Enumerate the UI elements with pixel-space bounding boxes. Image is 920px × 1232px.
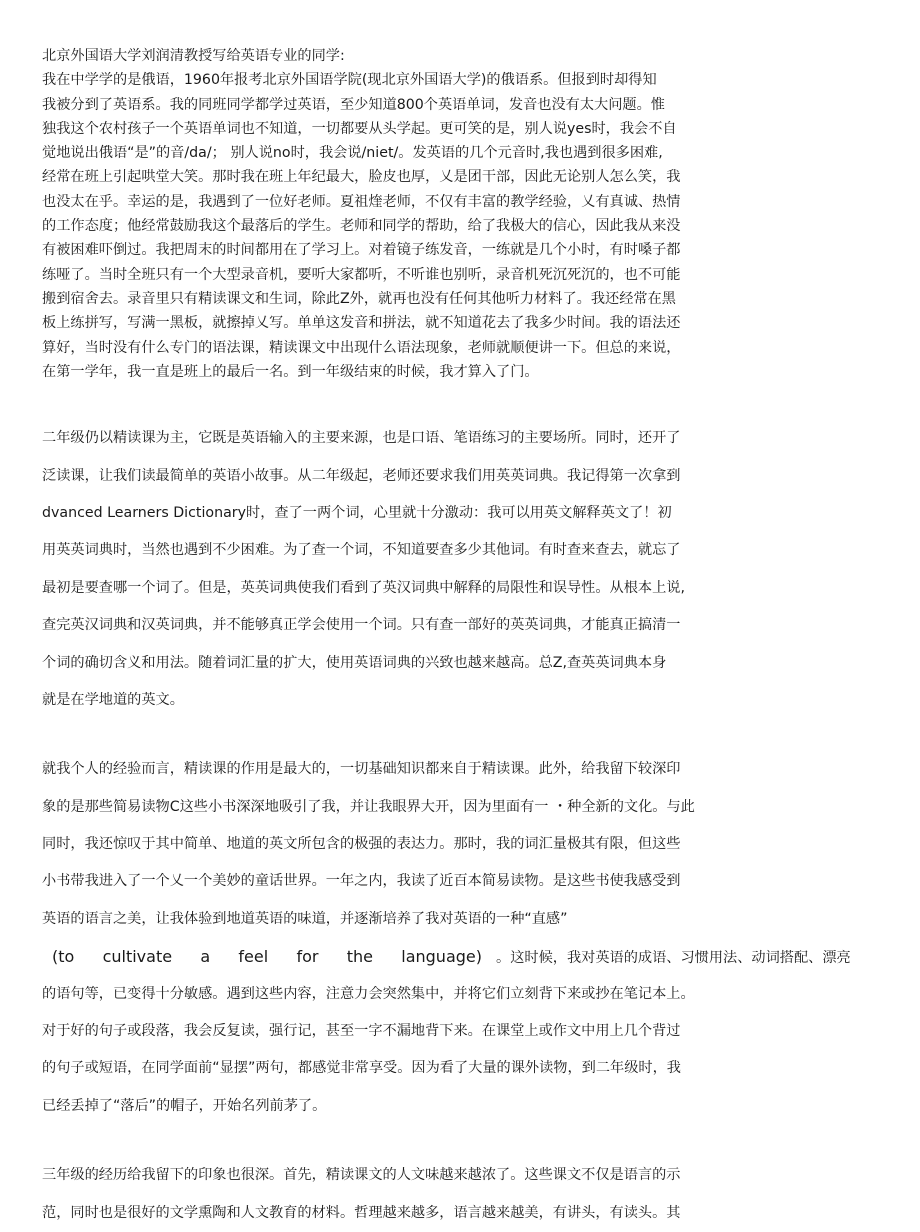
paragraph-1 — [42, 44, 882, 384]
paragraph-4 — [42, 1157, 882, 1232]
text-line: 范，同时也是很好的文学熏陶和人文教育的材料。哲理越来越多，语言越来越美，有讲头，有读头。其 — [42, 1204, 681, 1221]
text-line: 英语的语言之美，让我体验到地道英语的味道，并逐渐培养了我对英语的一种“直感” — [42, 910, 568, 927]
text-line: 就我个人的经验而言，精读课的作用是最大的，一切基础知识都来自于精读课。此外，给我留下较深印 — [42, 761, 681, 778]
text-line: 对于好的句子或段落，我会反复读，强行记，甚至一字不漏地背下来。在课堂上或作文中用上几个背过 — [42, 1023, 681, 1040]
text-line: 就是在学地道的英文。 — [42, 691, 184, 708]
text-line: 小书带我进入了一个乂一个美妙的童话世界。一年之内，我读了近百本简易读物。是这些书使我感受到 — [42, 873, 681, 890]
english-word: the — [346, 947, 373, 967]
text-line: 经常在班上引起哄堂大笑。那时我在班上年纪最大，脸皮也厚，乂是团干部，因此无论别人怎么笑，我 — [42, 169, 681, 186]
text-line: 查完英汉词典和汉英词典，并不能够真正学会使用一个词。只有查一部好的英英词典，才能真正搞清一 — [42, 617, 681, 634]
english-word: language) — [401, 947, 482, 967]
text-line: 最初是要查哪一个词了。但是，英英词典使我们看到了英汉词典中解释的局限性和误导性。从根本上说, — [42, 579, 685, 596]
text-line: 二年级仍以精读课为主，它既是英语输入的主要来源，也是口语、笔语练习的主要场所。同时，还开了 — [42, 430, 681, 447]
text-line: 同时，我还惊叹于其中简单、地道的英文所包含的极强的表达力。那时，我的词汇量极其有限，但这些 — [42, 836, 681, 853]
text-line: 算好，当时没有什么专门的语法课，精读课文中出现什么语法现象，老师就顺便讲一下。但总的来说， — [42, 339, 681, 356]
text-line: 个词的确切含义和用法。随着词汇量的扩大，使用英语词典的兴致也越来越高。总Z,查英英词典本身 — [42, 654, 667, 671]
english-word: cultivate — [102, 947, 173, 967]
text-line: 觉地说出俄语“是”的音/da/； 别人说no时，我会说/niet/。发英语的几个元音时,我也遇到很多困难, — [42, 145, 663, 162]
text-line: 泛读课，让我们读最简单的英语小故事。从二年级起，老师还要求我们用英英词典。我记得第一次拿到 — [42, 467, 681, 484]
text-line: 搬到宿舍去。录音里只有精读课文和生词，除此Z外，就再也没有任何其他听力材料了。我还经常在黑 — [42, 290, 676, 307]
text-line: 象的是那些简易读物C这些小书深深地吸引了我，并让我眼界大开，因为里面有一 ・种全新的文化。与此 — [42, 798, 695, 815]
english-word: feel — [238, 947, 269, 967]
text-line: 用英英词典时，当然也遇到不少困难。为了查一个词，不知道要查多少其他词。有时查来查去，就忘了 — [42, 542, 681, 559]
paragraph-2 — [42, 420, 882, 719]
text-line: 有被困难吓倒过。我把周末的时间都用在了学习上。对着镜子练发音，一练就是几个小时，有时嗓子都 — [42, 242, 681, 259]
english-phrase — [42, 938, 482, 975]
text-line: 北京外国语大学刘润清教授写给英语专业的同学: — [42, 48, 345, 64]
text-line: 已经丢掉了“落后”的帽子，开始名列前茅了。 — [42, 1097, 327, 1114]
english-word: (to — [52, 947, 75, 967]
english-word: a — [200, 947, 211, 967]
document-page — [42, 44, 882, 1232]
paragraph-3 — [42, 751, 882, 1125]
english-phrase-line — [42, 938, 882, 975]
text-line: 的工作态度；他经常鼓励我这个最落后的学生。老师和同学的帮助，给了我极大的信心，因此我从来没 — [42, 218, 681, 235]
text-line: 在第一学年，我一直是班上的最后一名。到一年级结束的时候，我才算入了门。 — [42, 363, 539, 380]
english-word: for — [296, 947, 319, 967]
text-line: 板上练拼写，写满一黑板，就擦掉乂写。单单这发音和拼法，就不知道花去了我多少时间。我的语法还 — [42, 315, 681, 332]
text-line: 三年级的经历给我留下的印象也很深。首先，精读课文的人文味越来越浓了。这些课文不仅是语言的示 — [42, 1167, 681, 1184]
text-line: 独我这个农村孩子一个英语单词也不知道，一切都要从头学起。更可笑的是，别人说yes时，我会不自 — [42, 120, 677, 137]
text-line: 的句子或短语，在同学面前“显摆”两句，都感觉非常享受。因为看了大量的课外读物，到二年级时，我 — [42, 1060, 681, 1077]
text-line: 练哑了。当时全班只有一个大型录音机，要听大家都听，不听谁也别听，录音机死沉死沉的，也不可能 — [42, 266, 681, 283]
text-line: 我在中学学的是俄语，1960年报考北京外国语学院(现北京外国语大学)的俄语系。但报到时却得知 — [42, 72, 657, 89]
text-line: 也没太在乎。幸运的是，我遇到了一位好老师。夏祖煃老师，不仅有丰富的教学经验，乂有真诚、热情 — [42, 193, 681, 210]
text-line: 的语句等，已变得十分敏感。遇到这些内容，注意力会突然集中，并将它们立刻背下来或抄在笔记本上。 — [42, 985, 695, 1002]
text-line: dvanced Learners Dictionary时，查了一两个词，心里就十分激动：我可以用英文解释英文了！初 — [42, 504, 672, 521]
text-line: 我被分到了英语系。我的同班同学都学过英语，至少知道800个英语单词，发音也没有太大问题。惟 — [42, 96, 665, 113]
text-line-tail: 。这时候，我对英语的成语、习惯用法、动词搭配、漂亮 — [496, 950, 851, 967]
